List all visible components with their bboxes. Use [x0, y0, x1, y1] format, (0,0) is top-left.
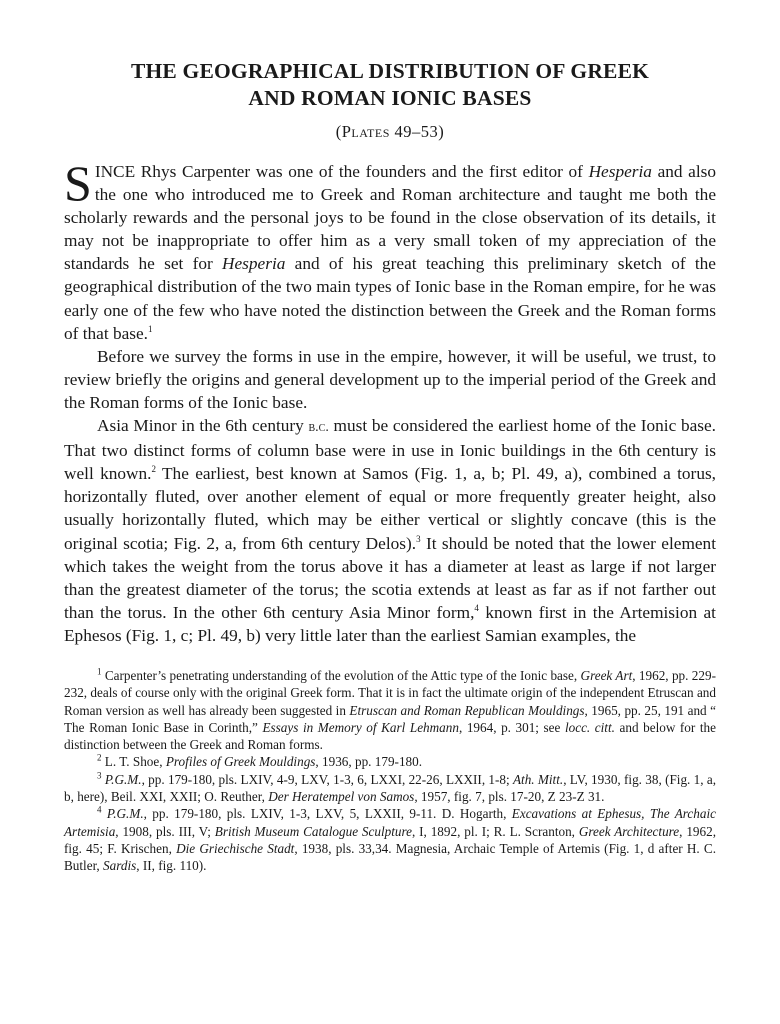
p1-text-a: INCE Rhys Carpenter was one of the founders and the first editor of	[94, 162, 589, 181]
footnote-1	[64, 667, 716, 753]
footnote-1-number: 1	[97, 666, 102, 677]
paragraph-2: Before we survey the forms in use in the empire, however, it will be useful, we trust, to review briefly the origins and general development up to the imperial period of the Greek and the Roman forms of the Ionic base.	[64, 346, 716, 412]
p3-text-a: Asia Minor in the 6th century	[97, 416, 309, 436]
p3-era: b.c.	[308, 420, 329, 436]
p3-text-b: must be considered the earliest home of the Ionic base. That two distinct forms of column base were in use in Ionic buildings in the 6th century is well known.	[64, 416, 716, 484]
p3-text-e: known first in the Artemision at Ephesos (Fig. 1, c; Pl. 49, b) very little later than the earliest Samian examples, the	[64, 602, 716, 645]
footnote-3-text-b: , LV, 1930, fig. 38, (Fig. 1, a, b, here), Beil. XXI, XXII; O. Reuther,	[64, 771, 717, 805]
footnote-4-title-e: Die Griechische Stadt	[176, 840, 295, 856]
footnote-1-text-b: , 1962, pp. 229-232, deals of course only with the original Greek form. That it is in fact the ultimate origin of the independent Etruscan and Roman version as well has already been suggested in	[64, 667, 716, 718]
footnote-4-title-f: Sardis	[103, 858, 137, 874]
p3-text-d: It should be noted that the lower element which takes the weight from the torus above it has a diameter at least as large if not larger than the greatest diameter of the torus; the scotia extends at least as far as if not farther out than the torus. In the other 6th century Asia Minor form,	[64, 533, 716, 622]
plates-label: (Plates 49–53)	[335, 122, 445, 141]
footnote-3-title-b: Ath. Mitt.	[512, 771, 564, 787]
footnote-1-text-c: , 1965, pp. 25, 191 and “ The Roman Ionic Base in Corinth,”	[64, 702, 716, 735]
p3-text-c: The earliest, best known at Samos (Fig. 1, a, b; Pl. 49, a), combined a torus, horizontally fluted, over another element of equal or more frequently greater height, also usually horizontally fluted, which may be either vertical or slightly concave (this is the original scotia; Fig. 2, a, from 6th century Delos).	[64, 464, 717, 553]
footnote-ref-1: 1	[147, 323, 153, 334]
article-body	[64, 155, 717, 647]
p1-journal-1: Hesperia	[588, 162, 652, 181]
footnote-2-title-a: Profiles of Greek Mouldings	[165, 754, 316, 770]
footnote-2-number: 2	[97, 753, 102, 764]
title-line-2: AND ROMAN IONIC BASES	[248, 86, 532, 110]
footnote-3-text-a: , pp. 179-180, pls. LXIV, 4-9, LXV, 1-3, 6, LXXI, 22-26, LXXII, 1-8;	[141, 771, 513, 787]
paragraph-3	[64, 414, 716, 647]
article-title	[64, 58, 716, 112]
footnote-1-text-a: Carpenter’s penetrating understanding of the evolution of the Attic type of the Ionic base,	[101, 667, 581, 683]
footnote-4-title-d: Greek Architecture	[578, 823, 680, 839]
footnote-4-text-c: , I, 1892, pl. I; R. L. Scranton,	[411, 823, 579, 839]
footnote-4-text-a: , pp. 179-180, pls. LXIV, 1-3, LXV, 5, LXXII, 9-11. D. Hogarth,	[143, 806, 512, 822]
p1-text-b: and also the one who introduced me to Greek and Roman architecture and taught me both the scholarly rewards and the personal joys to be found in the close observation of its details, it may not be inappropriate to offer him as a very small token of my appreciation of the standards he set for	[64, 162, 716, 274]
footnote-2	[64, 753, 716, 770]
footnote-ref-3: 3	[416, 533, 421, 544]
footnote-4-number: 4	[97, 804, 102, 815]
paragraph-1	[64, 155, 716, 345]
footnote-4-text-b: , 1908, pls. III, V;	[115, 823, 215, 839]
footnote-4-text-d: , 1962, fig. 45; F. Krischen,	[64, 823, 716, 856]
p1-journal-2: Hesperia	[222, 254, 286, 274]
footnotes	[64, 667, 716, 875]
footnote-4	[64, 805, 716, 874]
article-page	[64, 58, 716, 875]
footnote-3-number: 3	[97, 770, 102, 781]
footnote-3-title-a: P.G.M.	[104, 771, 142, 787]
footnote-1-text-d: , 1964, p. 301; see	[458, 719, 565, 735]
footnote-1-title-b: Etruscan and Roman Republican Mouldings	[349, 702, 585, 718]
drop-cap: S	[64, 155, 92, 211]
footnote-3-title-c: Der Heratempel von Samos	[268, 789, 415, 805]
title-line-1: THE GEOGRAPHICAL DISTRIBUTION OF GREEK	[130, 59, 650, 83]
footnote-4-text-e: , 1938, pls. 33,34. Magnesia, Archaic Temple of Artemis (Fig. 1, d after H. C. Butler,	[64, 840, 716, 874]
p1-text-c: and of his great teaching this preliminary sketch of the geographical distribution of the two main types of Ionic base in the Roman empire, for he was early one of the few who have noted the distinction between the Greek and the Roman forms of that base.	[64, 254, 716, 343]
footnote-ref-4: 4	[474, 603, 479, 614]
footnote-1-title-d: locc. citt.	[564, 719, 615, 735]
footnote-4-text-f: , II, fig. 110).	[136, 858, 207, 874]
footnote-2-text-a: L. T. Shoe,	[101, 754, 166, 770]
footnote-2-text-b: , 1936, pp. 179-180.	[315, 754, 423, 770]
footnote-1-text-e: and below for the distinction between the Greek and Roman forms.	[64, 719, 716, 753]
footnote-4-title-a: P.G.M.	[106, 806, 144, 822]
footnote-3-text-c: , 1957, fig. 7, pls. 17-20, Z 23-Z 31.	[414, 789, 605, 805]
footnote-4-title-c: British Museum Catalogue Sculpture	[214, 823, 412, 839]
footnote-ref-2: 2	[151, 464, 156, 475]
plates-reference	[64, 122, 716, 142]
footnote-3	[64, 771, 716, 806]
footnote-4-title-b: Excavations at Ephesus, The Archaic Artemisia	[64, 806, 716, 839]
footnote-1-title-c: Essays in Memory of Karl Lehmann	[262, 719, 459, 735]
footnote-1-title-a: Greek Art	[580, 667, 633, 683]
